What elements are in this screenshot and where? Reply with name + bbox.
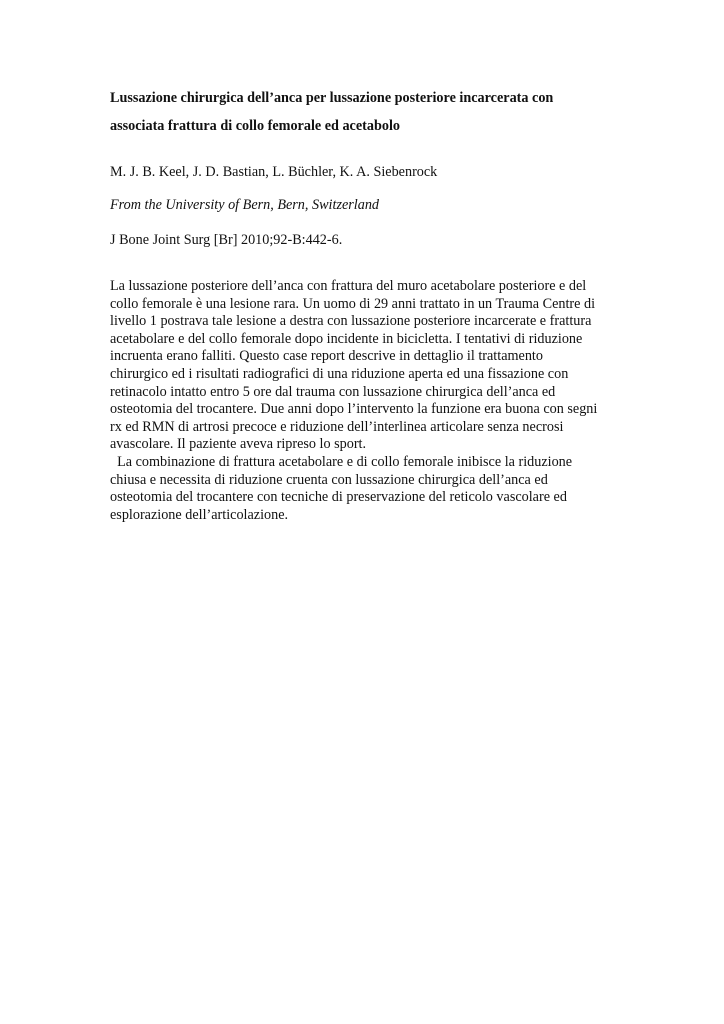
abstract-line: chirurgico ed i risultati radiografici di una riduzione aperta ed una fissazione con bbox=[110, 365, 569, 382]
title-line: associata frattura di collo femorale ed acetabolo bbox=[110, 118, 400, 134]
abstract-line: La combinazione di frattura acetabolare e di collo femorale inibisce la riduzione bbox=[110, 453, 573, 470]
abstract-line: retinacolo intatto entro 5 ore dal trauma con lussazione chirurgica dell’anca ed bbox=[110, 383, 556, 400]
abstract-line: osteotomia del trocantere. Due anni dopo l’intervento la funzione era buona con segni bbox=[110, 401, 598, 418]
abstract-line: rx ed RMN di artrosi precoce e riduzione dell’interlinea articolare senza necrosi bbox=[110, 418, 564, 435]
affiliation: From the University of Bern, Bern, Switzerland bbox=[110, 197, 380, 213]
abstract-line: avascolare. Il paziente aveva ripreso lo sport. bbox=[110, 436, 367, 453]
article-title bbox=[110, 84, 610, 140]
abstract-line: osteotomia del trocantere con tecniche di preservazione del reticolo vascolare ed bbox=[110, 489, 567, 506]
abstract-line: collo femorale è una lesione rara. Un uomo di 29 anni trattato in un Trauma Centre di bbox=[110, 295, 596, 312]
author-list: M. J. B. Keel, J. D. Bastian, L. Büchler, K. A. Siebenrock bbox=[110, 164, 438, 180]
abstract-line: chiusa e necessita di riduzione cruenta con lussazione chirurgica dell’anca ed bbox=[110, 471, 548, 488]
abstract-line: La lussazione posteriore dell’anca con frattura del muro acetabolare posteriore e del bbox=[110, 278, 587, 294]
abstract-text bbox=[110, 278, 620, 524]
abstract-line: incruenta erano falliti. Questo case report descrive in dettaglio il trattamento bbox=[110, 348, 543, 365]
title-line: Lussazione chirurgica dell’anca per lussazione posteriore incarcerata con bbox=[110, 90, 554, 106]
journal-citation: J Bone Joint Surg [Br] 2010;92-B:442-6. bbox=[110, 232, 343, 248]
abstract-line: livello 1 postrava tale lesione a destra con lussazione posteriore incarcerate e frattura bbox=[110, 313, 592, 330]
abstract-line: acetabolare e del collo femorale dopo incidente in bicicletta. I tentativi di riduzione bbox=[110, 330, 583, 347]
abstract-line: esplorazione dell’articolazione. bbox=[110, 506, 289, 523]
